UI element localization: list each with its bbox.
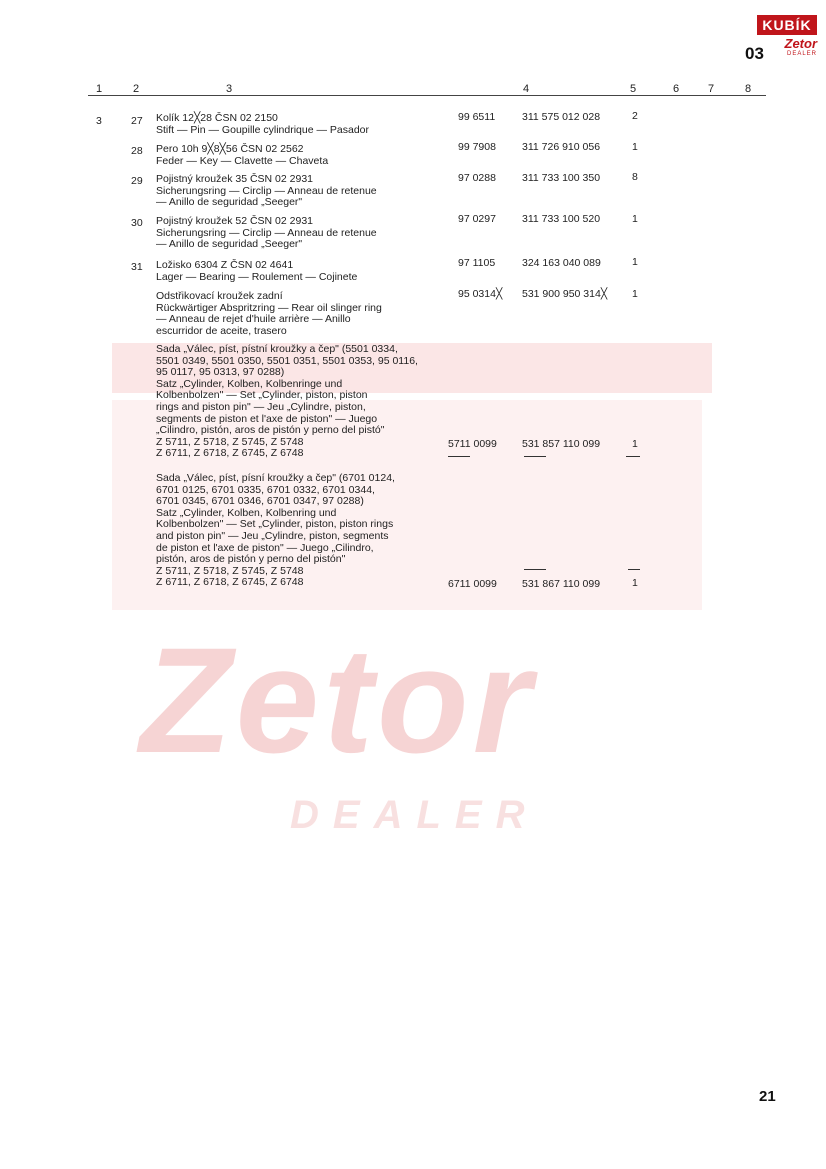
divider-dash bbox=[626, 456, 640, 457]
watermark-zetor: Zetor bbox=[140, 616, 535, 784]
header-col-1: 1 bbox=[96, 83, 103, 95]
description-line: Sada „Válec, píst, pístní kroužky a čep" (5501 0334, bbox=[156, 343, 398, 355]
description-line: Feder — Key — Clavette — Chaveta bbox=[156, 154, 329, 167]
description-line: de piston et l'axe de piston" — Juego „Cilindro, bbox=[156, 541, 374, 554]
brand-kubik: KUBÍK bbox=[757, 15, 817, 35]
position-number: 29 bbox=[131, 175, 143, 187]
description-line: 6701 0125, 6701 0335, 6701 0332, 6701 0344, bbox=[156, 483, 375, 496]
header-col-7: 7 bbox=[708, 83, 715, 95]
group-number: 3 bbox=[96, 115, 102, 127]
description-line: Ložisko 6304 Z ČSN 02 4641 bbox=[156, 259, 294, 271]
part-number: 311 726 910 056 bbox=[522, 141, 601, 153]
divider-dash bbox=[524, 456, 546, 457]
description-line: segments de piston et l'axe de piston" — Juego bbox=[156, 412, 378, 425]
position-number: 31 bbox=[131, 261, 143, 273]
description-line: 5501 0349, 5501 0350, 5501 0351, 5501 0353, 95 0116, bbox=[156, 354, 418, 367]
header-col-8: 8 bbox=[745, 83, 752, 95]
code: 97 1105 bbox=[458, 257, 496, 269]
code: 97 0297 bbox=[458, 213, 496, 225]
part-number: 531 857 110 099 bbox=[522, 438, 601, 450]
description-line: Kolbenbolzen" — Set „Cylinder, piston, piston bbox=[156, 389, 368, 402]
description-line: — Anneau de rejet d'huile arrière — Anillo bbox=[156, 313, 351, 326]
header-col-6: 6 bbox=[673, 83, 680, 95]
description-line: Odstřikovací kroužek zadní bbox=[156, 290, 283, 302]
description-line: Kolík 12╳28 ČSN 02 2150 bbox=[156, 112, 278, 124]
part-number: 311 733 100 520 bbox=[522, 213, 601, 225]
code: 99 6511 bbox=[458, 111, 496, 123]
description-line: — Anillo de seguridad „Seeger" bbox=[156, 238, 303, 251]
description-line: Kolbenbolzen" — Set „Cylinder, piston, piston rings bbox=[156, 518, 394, 531]
description-line: 6701 0345, 6701 0346, 6701 0347, 97 0288) bbox=[156, 495, 364, 508]
description-line: 95 0117, 95 0313, 97 0288) bbox=[156, 366, 285, 379]
header-rule bbox=[88, 95, 766, 96]
description-line: escurridor de aceite, trasero bbox=[156, 324, 287, 337]
quantity: 8 bbox=[632, 171, 638, 183]
part-number: 531 867 110 099 bbox=[522, 578, 601, 590]
divider-dash bbox=[524, 569, 546, 570]
description-line: Z 5711, Z 5718, Z 5745, Z 5748 bbox=[156, 564, 304, 577]
description bbox=[156, 344, 418, 460]
page-number: 21 bbox=[759, 1088, 776, 1105]
description-line: Lager — Bearing — Roulement — Cojinete bbox=[156, 270, 358, 283]
code: 95 0314╳ bbox=[458, 288, 503, 300]
description bbox=[156, 473, 395, 589]
position-number: 28 bbox=[131, 145, 143, 157]
description-line: Z 6711, Z 6718, Z 6745, Z 6748 bbox=[156, 576, 304, 589]
description-line: Pojistný kroužek 52 ČSN 02 2931 bbox=[156, 215, 314, 227]
header-col-2: 2 bbox=[133, 83, 140, 95]
code: 6711 0099 bbox=[448, 578, 497, 590]
description-line: Sada „Válec, píst, písní kroužky a čep" (6701 0124, bbox=[156, 472, 395, 484]
header-col-3: 3 bbox=[226, 83, 233, 95]
part-number: 324 163 040 089 bbox=[522, 257, 601, 269]
watermark-dealer: DEALER bbox=[290, 793, 539, 837]
quantity: 1 bbox=[632, 141, 638, 153]
description-line: Pojistný kroužek 35 ČSN 02 2931 bbox=[156, 173, 314, 185]
description bbox=[156, 216, 377, 251]
code: 97 0288 bbox=[458, 172, 496, 184]
description bbox=[156, 174, 377, 209]
quantity: 1 bbox=[632, 438, 638, 450]
quantity: 1 bbox=[632, 213, 638, 225]
header-col-5: 5 bbox=[630, 83, 637, 95]
description-line: Sicherungsring — Circlip — Anneau de retenue bbox=[156, 184, 377, 197]
description bbox=[156, 291, 382, 337]
quantity: 1 bbox=[632, 288, 638, 300]
header-col-4: 4 bbox=[523, 83, 530, 95]
description-line: Z 6711, Z 6718, Z 6745, Z 6748 bbox=[156, 447, 304, 460]
quantity: 1 bbox=[632, 577, 638, 589]
brand-zetor: Zetor bbox=[784, 36, 817, 51]
description bbox=[156, 113, 369, 136]
brand-dealer: DEALER bbox=[786, 51, 817, 57]
description-line: pistón, aros de pistón y perno del pistón" bbox=[156, 553, 346, 566]
quantity: 1 bbox=[632, 256, 638, 268]
description-line: Sicherungsring — Circlip — Anneau de retenue bbox=[156, 226, 377, 239]
description-line: and piston pin" — Jeu „Cylindre, piston, segments bbox=[156, 529, 389, 542]
section-number: 03 bbox=[745, 44, 764, 63]
description-line: Rückwärtiger Abspritzring — Rear oil slinger ring bbox=[156, 301, 382, 314]
description-line: „Cilindro, pistón, aros de pistón y perno del pistó" bbox=[156, 424, 385, 437]
description-line: Satz „Cylinder, Kolben, Kolbenringe und bbox=[156, 377, 343, 390]
divider-dash bbox=[628, 569, 640, 570]
description bbox=[156, 144, 328, 167]
brand-logo bbox=[757, 15, 817, 57]
part-number: 311 733 100 350 bbox=[522, 172, 601, 184]
description-line: Z 5711, Z 5718, Z 5745, Z 5748 bbox=[156, 435, 304, 448]
code: 99 7908 bbox=[458, 141, 496, 153]
description-line: rings and piston pin" — Jeu „Cylindre, piston, bbox=[156, 400, 366, 413]
description-line: Stift — Pin — Goupille cylindrique — Pasador bbox=[156, 123, 370, 136]
part-number: 531 900 950 314╳ bbox=[522, 288, 608, 300]
description bbox=[156, 260, 357, 283]
quantity: 2 bbox=[632, 110, 638, 122]
code: 5711 0099 bbox=[448, 438, 497, 450]
position-number: 30 bbox=[131, 217, 143, 229]
part-number: 311 575 012 028 bbox=[522, 111, 601, 123]
divider-dash bbox=[448, 456, 470, 457]
description-line: Pero 10h 9╳8╳56 ČSN 02 2562 bbox=[156, 143, 304, 155]
position-number: 27 bbox=[131, 115, 143, 127]
description-line: — Anillo de seguridad „Seeger" bbox=[156, 196, 303, 209]
description-line: Satz „Cylinder, Kolben, Kolbenring und bbox=[156, 506, 337, 519]
